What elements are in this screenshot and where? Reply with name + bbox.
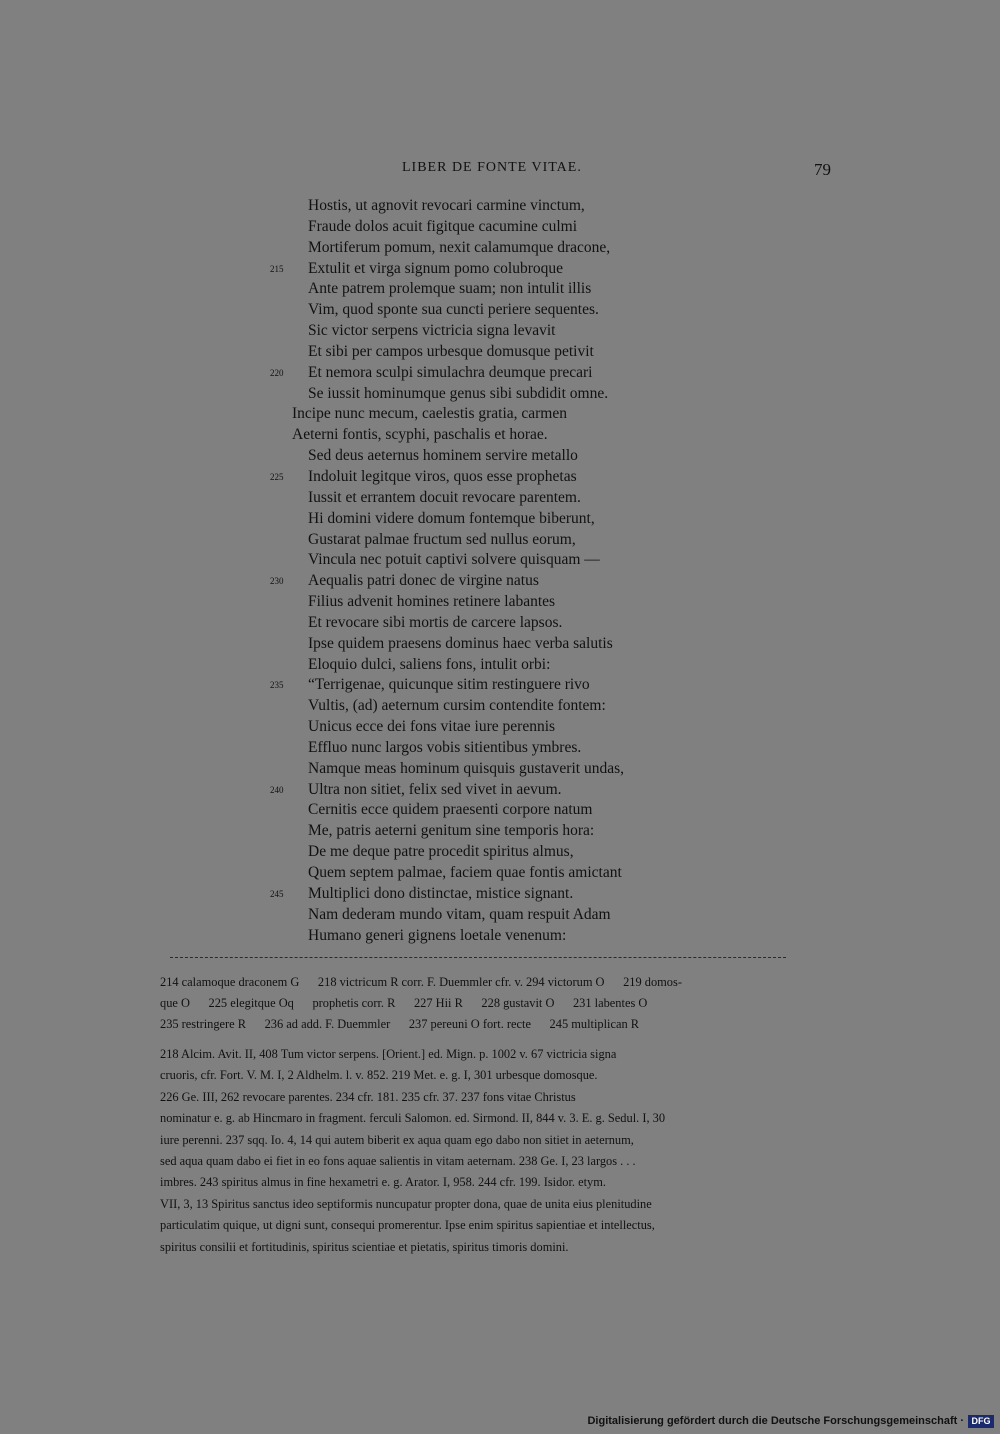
verse-line [0, 717, 1000, 738]
line-number: 220 [270, 367, 284, 378]
apparatus-line: 235 restringere R 236 ad add. F. Duemmler 237 pereuni O fort. recte 245 multiplican R [160, 1017, 640, 1031]
verse-line [0, 196, 1000, 217]
verse-line [0, 634, 1000, 655]
verse-text: Namque meas hominum quisquis gustaverit undas, [308, 759, 624, 777]
verse-text: De me deque patre procedit spiritus almus, [308, 843, 574, 861]
verse-line [0, 842, 1000, 863]
running-title: LIBER DE FONTE VITAE. [402, 160, 582, 175]
line-number: 235 [270, 680, 284, 691]
verse-text: Fraude dolos acuit figitque cacumine culmi [308, 217, 578, 235]
verse-line [0, 530, 1000, 551]
verse-line [0, 384, 1000, 405]
source-note-line: sed aqua quam dabo ei fiet in eo fons aquae salientis in vitam aeternam. 238 Ge. I, 23 largos . . . [160, 1153, 636, 1168]
verse-text: Unicus ecce dei fons vitae iure perennis [308, 718, 556, 736]
verse-text: Humano generi gignens loetale venenum: [308, 926, 567, 944]
source-note-line: 226 Ge. III, 262 revocare parentes. 234 cfr. 181. 235 cfr. 37. 237 fons vitae Christus [160, 1089, 576, 1104]
verse-text: Nam dederam mundo vitam, quam respuit Adam [308, 905, 611, 923]
verse-text: Mortiferum pomum, nexit calamumque dracone, [308, 238, 611, 256]
verse-text: Sed deus aeternus hominem servire metallo [308, 447, 578, 465]
verse-text: Extulit et virga signum pomo colubroque [308, 259, 564, 277]
page-number: 79 [814, 160, 831, 179]
verse-line [0, 884, 1000, 905]
verse-text: Se iussit hominumque genus sibi subdidit omne. [308, 384, 609, 402]
critical-apparatus [160, 972, 828, 1035]
verse-line [0, 759, 1000, 780]
verse-text: Eloquio dulci, saliens fons, intulit orbi: [308, 655, 551, 673]
verse-text: Hostis, ut agnovit revocari carmine vinctum, [308, 197, 585, 214]
source-note-line: cruoris, cfr. Fort. V. M. I, 2 Aldhelm. l. v. 852. 219 Met. e. g. I, 301 urbesque domosque. [160, 1068, 598, 1083]
funding-notice: Digitalisierung gefördert durch die Deutsche Forschungsgemeinschaft · [587, 1415, 964, 1427]
verse-text: Filius advenit homines retinere labantes [308, 593, 556, 611]
verse-line [0, 675, 1000, 696]
verse-text: Et sibi per campos urbesque domusque petivit [308, 342, 594, 360]
verse-text: Indoluit legitque viros, quos esse prophetas [308, 467, 577, 485]
verse-line [0, 467, 1000, 488]
verse-line [0, 863, 1000, 884]
verse-text: Effluo nunc largos vobis sitientibus ymbres. [308, 738, 582, 756]
footnote-separator [170, 957, 786, 958]
verse-line [0, 821, 1000, 842]
verse-line [0, 571, 1000, 592]
verse-line [0, 425, 1000, 446]
verse-text: Iussit et errantem docuit revocare parentem. [308, 488, 581, 506]
source-note-line: 218 Alcim. Avit. II, 408 Tum victor serpens. [Orient.] ed. Mign. p. 1002 v. 67 victricia signa [160, 1047, 617, 1061]
verse-text: Quem septem palmae, faciem quae fontis amictant [308, 864, 622, 881]
verse-line [0, 363, 1000, 384]
verse-text: Ipse quidem praesens dominus haec verba salutis [308, 634, 613, 652]
verse-line [0, 300, 1000, 321]
source-notes [160, 1044, 828, 1258]
verse-line [0, 696, 1000, 717]
verse-line [0, 613, 1000, 634]
verse-line [0, 905, 1000, 926]
verse-text: Me, patris aeterni genitum sine temporis hora: [308, 822, 595, 840]
source-note-line: VII, 3, 13 Spiritus sanctus ideo septiformis nuncupatur propter dona, quae de unita eius plenitudine [160, 1196, 652, 1211]
verse-text: Vincula nec potuit captivi solvere quisquam — [308, 551, 600, 569]
verse-text: Ultra non sitiet, felix sed vivet in aevum. [308, 780, 562, 798]
digitization-footer [0, 1406, 1000, 1434]
source-note-line: iure perenni. 237 sqq. Io. 4, 14 qui autem biberit ex aqua quam ego dabo non sitiet in aeternum, [160, 1132, 634, 1147]
verse-line [0, 404, 1000, 425]
line-number: 230 [270, 576, 284, 587]
line-number: 215 [270, 263, 284, 274]
verse-line [0, 217, 1000, 238]
line-number: 225 [270, 471, 284, 482]
verse-line [0, 780, 1000, 801]
verse-line [0, 592, 1000, 613]
verse-line [0, 800, 1000, 821]
verse-text: Gustarat palmae fructum sed nullus eorum, [308, 530, 576, 548]
verse-line [0, 446, 1000, 467]
verse-text: Hi domini videre domum fontemque biberunt, [308, 509, 595, 527]
verse-text: Aeterni fontis, scyphi, paschalis et horae. [292, 426, 548, 444]
apparatus-line: 214 calamoque draconem G 218 victricum R corr. F. Duemmler cfr. v. 294 victorum O 219 domos- [160, 975, 682, 989]
verse-text: Vim, quod sponte sua cuncti periere sequentes. [308, 301, 599, 319]
verse-line [0, 342, 1000, 363]
line-number: 245 [270, 888, 284, 899]
verse-line [0, 488, 1000, 509]
source-note-line: imbres. 243 spiritus almus in fine hexametri e. g. Arator. I, 958. 244 cfr. 199. Isidor. etym. [160, 1175, 606, 1190]
source-note-line: nominatur e. g. ab Hincmaro in fragment. ferculi Salomon. ed. Sirmond. II, 844 v. 3. E. g. Sedul. I, 30 [160, 1111, 666, 1126]
verse-line [0, 738, 1000, 759]
apparatus-line: que O 225 elegitque Oq prophetis corr. R 227 Hii R 228 gustavit O 231 labentes O [160, 996, 648, 1010]
source-note-line: spiritus consilii et fortitudinis, spiritus scientiae et pietatis, spiritus timoris domini. [160, 1239, 569, 1254]
line-number: 240 [270, 784, 284, 795]
verse-text: Aequalis patri donec de virgine natus [308, 572, 539, 590]
verse-line [0, 926, 1000, 947]
dfg-logo-icon: DFG [968, 1415, 994, 1428]
verse-line [0, 321, 1000, 342]
verse-text: Et revocare sibi mortis de carcere lapsos. [308, 613, 563, 631]
verse-text: “Terrigenae, quicunque sitim restinguere rivo [308, 676, 590, 694]
verse-line [0, 655, 1000, 676]
verse-line [0, 259, 1000, 280]
source-note-line: particulatim quique, ut digni sunt, consequi promerentur. Ipse enim spiritus sapientiae et intellectus, [160, 1218, 655, 1233]
verse-text: Ante patrem prolemque suam; non intulit illis [308, 280, 592, 298]
verse-text: Vultis, (ad) aeternum cursim contendite fontem: [308, 697, 606, 715]
verse-text: Cernitis ecce quidem praesenti corpore natum [308, 801, 593, 819]
verse-line [0, 550, 1000, 571]
verse-text: Et nemora sculpi simulachra deumque precari [308, 363, 593, 381]
verse-text: Multiplici dono distinctae, mistice signant. [308, 884, 574, 902]
verse-line [0, 509, 1000, 530]
verse-block [0, 196, 1000, 946]
verse-text: Incipe nunc mecum, caelestis gratia, carmen [292, 405, 567, 423]
verse-line [0, 279, 1000, 300]
running-head [0, 160, 1000, 182]
verse-text: Sic victor serpens victricia signa levavit [308, 322, 556, 340]
verse-line [0, 238, 1000, 259]
